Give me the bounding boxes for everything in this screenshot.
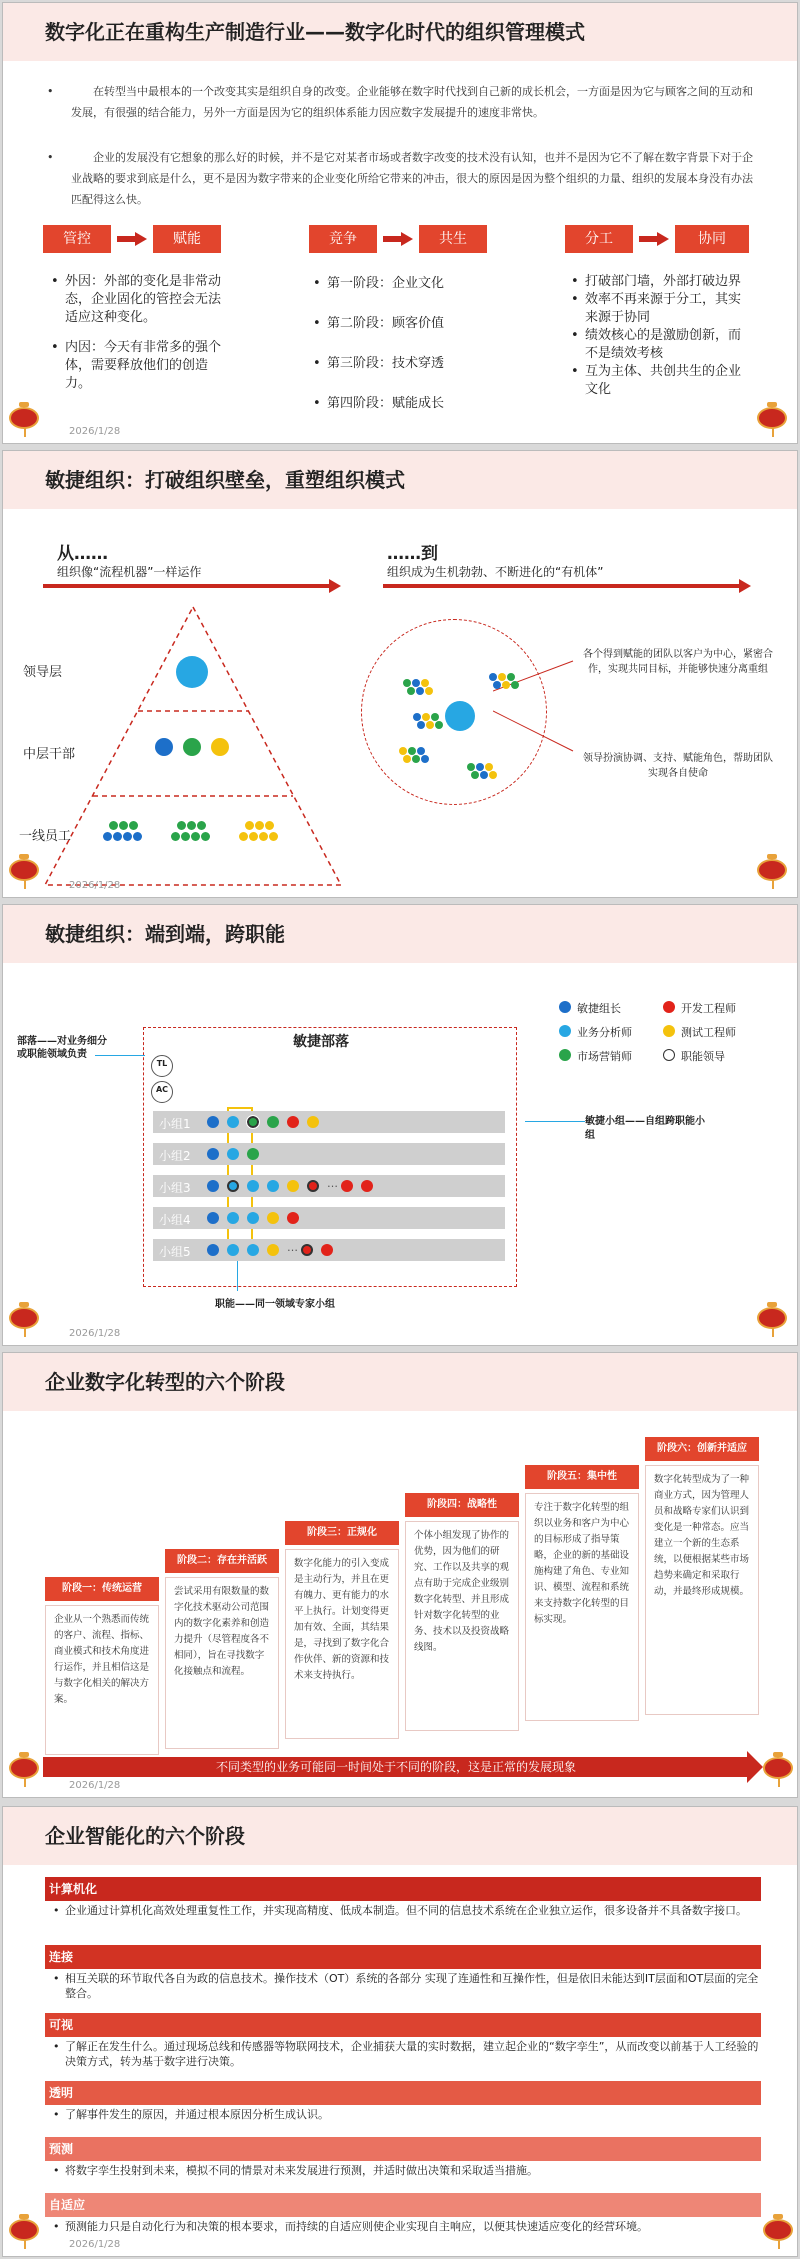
staff-dot: [239, 832, 248, 841]
stage-title: 阶段四：战略性: [405, 1493, 519, 1517]
list-item: • 绩效核心的是激励创新，而不是绩效考核: [571, 328, 742, 361]
lantern-icon: [763, 2219, 793, 2241]
slide-2: [2, 450, 798, 898]
lantern-icon: [9, 407, 39, 429]
ac-label: AC: [155, 1085, 169, 1094]
legend-label: 业务分析师: [577, 1026, 632, 1039]
slide-title: 敏捷组织：端到端，跨职能: [45, 922, 285, 946]
tribe-label: 敏捷部落: [293, 1034, 349, 1050]
arrow-head-icon: [329, 579, 341, 593]
member-dot: [247, 1148, 259, 1160]
team-dot: [485, 763, 493, 771]
right-note: 敏捷小组——自组跨职能小组: [585, 1116, 705, 1141]
group-row-bar: [153, 1111, 505, 1133]
section-body-text: 了解事件发生的原因，并通过根本原因分析生成认识。: [65, 2108, 329, 2121]
list-item-text: 绩效核心的是激励创新，而不是绩效考核: [585, 328, 742, 361]
member-dot: [207, 1212, 219, 1224]
ellipsis: …: [327, 1177, 338, 1190]
member-dot: [207, 1116, 219, 1128]
section-body: [45, 2039, 761, 2069]
lantern-icon: [9, 2219, 39, 2241]
paragraph-1-text: 在转型当中最根本的一个改变其实是组织自身的改变。企业能够在数字时代找到自己新的成长机会，一方面是因为它与顾客之间的互动和发展，有很强的结合能力，另外一方面是因为它的组织体系能力因应数字发展提升的速度非常快。: [71, 85, 753, 119]
stage-body: 专注于数字化转型的组织以业务和客户为中心的目标形成了指导策略，企业的新的基础设施构建了角色、专业知识、模型、流程和系统来支持数字化转型的目标实现。: [525, 1493, 639, 1721]
slide-3: [2, 904, 798, 1346]
staff-dot: [181, 832, 190, 841]
staff-dot: [201, 832, 210, 841]
level-label: 一线员工: [19, 829, 72, 844]
staff-dot: [187, 821, 196, 830]
lantern-icon: [757, 407, 787, 429]
team-dot: [412, 755, 420, 763]
left-note: 部落——对业务细分或职能领域负责: [17, 1036, 107, 1060]
bullet-dot: •: [47, 85, 54, 98]
team-dot: [498, 673, 506, 681]
slide-date: 2026/1/28: [69, 426, 121, 437]
slide-title: 敏捷组织：打破组织壁垒，重塑组织模式: [45, 468, 405, 492]
banner-arrow-head-icon: [747, 1751, 763, 1783]
team-dot: [435, 721, 443, 729]
pair-2-from: 竞争: [309, 225, 377, 253]
member-dot: [267, 1180, 279, 1192]
to-sub: 组织成为生机勃勃、不断进化的“有机体”: [387, 565, 604, 579]
bullet-dot: •: [53, 1972, 60, 1985]
member-dot: [287, 1180, 299, 1192]
paragraph-1: [47, 81, 757, 123]
member-dot: [227, 1116, 239, 1128]
list-item-text: 第三阶段：技术穿透: [327, 356, 445, 371]
list-item: • 第四阶段：赋能成长: [313, 396, 445, 411]
from-sub: 组织像“流程机器”一样运作: [57, 565, 202, 579]
section-head: 预测: [45, 2137, 761, 2161]
list-item-text: 互为主体、共创共生的企业文化: [585, 364, 742, 397]
right-note-line: [525, 1121, 585, 1122]
section-head: 可视: [45, 2013, 761, 2037]
tl-label: TL: [156, 1059, 168, 1068]
section-body-text: 将数字孪生投射到未来，模拟不同的情景对未来发展进行预测，并适时做出决策和采取适当措施。: [65, 2164, 538, 2177]
leader-dot: [176, 656, 208, 688]
to-label: ……到: [387, 544, 438, 564]
section-body: [45, 2219, 761, 2234]
member-dot: [227, 1212, 239, 1224]
slide-1: [2, 2, 798, 444]
section-head: 透明: [45, 2081, 761, 2105]
group-row-bar: [153, 1207, 505, 1229]
stage-body: 尝试采用有限数量的数字化技术驱动公司范围内的数字化素养和创造力提升（尽管程度各不相同），旨在寻找数字化接触点和流程。: [165, 1577, 279, 1749]
from-label: 从……: [57, 544, 108, 564]
team-dot: [407, 687, 415, 695]
list-item: • 效率不再来源于分工，其实来源于协同: [571, 292, 742, 325]
pair-1-to: 赋能: [153, 225, 221, 253]
section-body: [45, 2163, 761, 2178]
team-dot: [421, 679, 429, 687]
stage-title: 阶段六：创新并适应: [645, 1437, 759, 1461]
member-dot: [321, 1244, 333, 1256]
pair-3-from: 分工: [565, 225, 633, 253]
leader-dot: [445, 701, 475, 731]
member-dot: [267, 1244, 279, 1256]
slide-date: 2026/1/28: [69, 1780, 121, 1791]
slide-date: 2026/1/28: [69, 880, 121, 891]
member-dot: [287, 1116, 299, 1128]
staff-dot: [191, 832, 200, 841]
list-item: • 第二阶段：顾客价值: [313, 316, 445, 331]
slide-date: 2026/1/28: [69, 1328, 121, 1339]
list-item-text: 内因：今天有非常多的强个体，需要释放他们的创造力。: [65, 340, 222, 391]
slide-title: 企业智能化的六个阶段: [45, 1824, 245, 1848]
member-dot: [227, 1244, 239, 1256]
group-label: 小组4: [159, 1213, 191, 1227]
arrow-icon: [383, 232, 413, 246]
team-dot: [416, 687, 424, 695]
stage-title: 阶段三：正规化: [285, 1521, 399, 1545]
staff-dot: [255, 821, 264, 830]
paragraph-2: [47, 147, 757, 210]
list-item: • 外因：外部的变化是非常动态，企业固化的管控会无法适应这种变化。: [51, 274, 222, 325]
stage-body: 数字化能力的引入变成是主动行为，并且在更有魄力、更有能力的水平上执行。计划变得更加有效、全面，其结果是，寻找到了数字化合作伙伴、新的资源和技术来支持执行。: [285, 1549, 399, 1739]
legend-label: 敏捷组长: [577, 1002, 621, 1015]
pair-3-to: 协同: [675, 225, 749, 253]
staff-dot: [123, 832, 132, 841]
section-body: [45, 2107, 761, 2122]
list-item-text: 第二阶段：顾客价值: [327, 316, 445, 331]
arrow-icon: [639, 232, 669, 246]
list-item: • 互为主体、共创共生的企业文化: [571, 364, 742, 397]
group-row-bar: [153, 1143, 505, 1165]
list-item: • 打破部门墙，外部打破边界: [571, 274, 742, 289]
list-item: • 第一阶段：企业文化: [313, 276, 445, 291]
team-dot: [493, 681, 501, 689]
team-dot: [507, 673, 515, 681]
member-dot: [227, 1180, 239, 1192]
legend-swatch: [559, 1049, 571, 1061]
stage-title: 阶段一：传统运营: [45, 1577, 159, 1601]
team-dot: [489, 771, 497, 779]
team-dot: [431, 713, 439, 721]
list-item-text: 打破部门墙，外部打破边界: [585, 274, 742, 289]
legend-label: 开发工程师: [681, 1002, 736, 1015]
lantern-icon: [9, 1307, 39, 1329]
lantern-icon: [763, 1757, 793, 1779]
team-dot: [511, 681, 519, 689]
team-dot: [403, 755, 411, 763]
list-item-text: 效率不再来源于分工，其实来源于协同: [585, 292, 742, 325]
section-body-text: 企业通过计算机化高效处理重复性工作，并实现高精度、低成本制造。但不同的信息技术系统在企业独立运作，很多设备并不具备数字接口。: [65, 1904, 747, 1917]
bullet-dot: •: [53, 2040, 60, 2053]
pair-1-from: 管控: [43, 225, 111, 253]
section-body-text: 相互关联的环节取代各自为政的信息技术。操作技术（OT）系统的各部分 实现了连通性和互操作性，但是依旧未能达到IT层面和OT层面的完全整合。: [65, 1972, 759, 2000]
member-dot: [247, 1244, 259, 1256]
team-dot: [403, 679, 411, 687]
level-label: 中层干部: [23, 747, 76, 762]
manager-dot: [211, 738, 229, 756]
section-body: [45, 1971, 761, 2001]
team-dot: [425, 687, 433, 695]
slide-5: [2, 1806, 798, 2257]
lantern-icon: [9, 859, 39, 881]
member-dot: [247, 1180, 259, 1192]
group-label: 小组3: [159, 1181, 191, 1195]
group-label: 小组1: [159, 1117, 191, 1131]
stage-body: 数字化转型成为了一种商业方式，因为管理人员和战略专家们认识到变化是一种常态。应当建立一个新的生态系统，以便根据某些市场趋势来确定和采取行动，并最终形成规模。: [645, 1465, 759, 1715]
col-2: [313, 275, 513, 413]
member-dot: [207, 1148, 219, 1160]
section-head: 连接: [45, 1945, 761, 1969]
staff-dot: [245, 821, 254, 830]
team-dot: [413, 713, 421, 721]
legend-swatch: [663, 1049, 675, 1061]
section-head: 自适应: [45, 2193, 761, 2217]
member-dot: [361, 1180, 373, 1192]
member-dot: [207, 1244, 219, 1256]
section-body-text: 预测能力只是自动化行为和决策的根本要求，而持续的自适应则使企业实现自主响应，以便其快速适应变化的经营环境。: [65, 2220, 648, 2233]
team-dot: [467, 763, 475, 771]
stage-title: 阶段五：集中性: [525, 1465, 639, 1489]
team-dot: [480, 771, 488, 779]
left-note-line: [95, 1055, 145, 1056]
staff-dot: [129, 821, 138, 830]
stage-title: 阶段二：存在并活跃: [165, 1549, 279, 1573]
arrow-icon: [117, 232, 147, 246]
bullet-dot: •: [47, 151, 54, 164]
member-dot: [227, 1148, 239, 1160]
note-lines: [493, 651, 583, 761]
member-dot: [207, 1180, 219, 1192]
legend-swatch: [663, 1025, 675, 1037]
team-dot: [422, 713, 430, 721]
team-dot: [502, 681, 510, 689]
member-dot: [247, 1116, 259, 1128]
section-body: [45, 1903, 761, 1918]
bottom-note: 职能——同一领域专家小组: [215, 1299, 335, 1310]
list-item-text: 外因：外部的变化是非常动态，企业固化的管控会无法适应这种变化。: [65, 274, 222, 325]
level-label: 领导层: [23, 665, 63, 680]
team-dot: [417, 747, 425, 755]
member-dot: [307, 1116, 319, 1128]
slide-4: [2, 1352, 798, 1798]
legend-swatch: [663, 1001, 675, 1013]
member-dot: [267, 1116, 279, 1128]
staff-dot: [119, 821, 128, 830]
lantern-icon: [9, 1757, 39, 1779]
team-dot: [399, 747, 407, 755]
member-dot: [307, 1180, 319, 1192]
staff-dot: [133, 832, 142, 841]
staff-dot: [171, 832, 180, 841]
staff-dot: [265, 821, 274, 830]
note-2: 领导扮演协调、支持、赋能角色，帮助团队实现各自使命: [583, 753, 773, 779]
pair-2-to: 共生: [419, 225, 487, 253]
team-dot: [476, 763, 484, 771]
member-dot: [247, 1212, 259, 1224]
bullet-dot: •: [53, 2164, 60, 2177]
staff-dot: [103, 832, 112, 841]
section-body-text: 了解正在发生什么。通过现场总线和传感器等物联网技术，企业捕获大量的实时数据，建立起企业的“数字孪生”，从而改变以前基于人工经验的决策方式，转为基于数字进行决策。: [65, 2040, 759, 2068]
note-1: 各个得到赋能的团队以客户为中心，紧密合作，实现共同目标，并能够快速分离重组: [583, 649, 773, 675]
staff-dot: [197, 821, 206, 830]
member-dot: [301, 1244, 313, 1256]
legend-label: 测试工程师: [681, 1026, 736, 1039]
lantern-icon: [757, 859, 787, 881]
list-item-text: 第四阶段：赋能成长: [327, 396, 445, 411]
staff-dot: [177, 821, 186, 830]
arrow-head-icon: [739, 579, 751, 593]
staff-dot: [269, 832, 278, 841]
group-label: 小组5: [159, 1245, 191, 1259]
legend-swatch: [559, 1001, 571, 1013]
member-dot: [287, 1212, 299, 1224]
paragraph-2-text: 企业的发展没有它想象的那么好的时候，并不是它对某者市场或者数字改变的技术没有认知，也并不是因为它不了解在数字背景下对于企业战略的要求到底是什么，更不是因为数字带来的企业变化所给它带来的冲击，很大的原因是因为整个组织的力量、组织的发展本身没有办法匹配得这么快。: [71, 151, 753, 206]
staff-dot: [113, 832, 122, 841]
staff-dot: [109, 821, 118, 830]
banner-text: 不同类型的业务可能同一时间处于不同的阶段，这是正常的发展现象: [215, 1760, 576, 1774]
legend-swatch: [559, 1025, 571, 1037]
from-arrow: [43, 584, 333, 588]
staff-dot: [259, 832, 268, 841]
lantern-icon: [757, 1307, 787, 1329]
team-dot: [426, 721, 434, 729]
list-item: • 内因：今天有非常多的强个体，需要释放他们的创造力。: [51, 340, 222, 391]
stage-body: 个体小组发现了协作的优势，因为他们的研究、工作以及共享的观点有助于完成企业级别数字化转型、并且形成针对数字化转型的业务、技术以及投资战略线图。: [405, 1521, 519, 1731]
to-arrow: [383, 584, 743, 588]
ellipsis: …: [287, 1241, 298, 1254]
stage-body: 企业从一个熟悉而传统的客户、流程、指标、商业模式和技术角度进行运作，并且相信这是与数字化相关的解决方案。: [45, 1605, 159, 1755]
slide-date: 2026/1/28: [69, 2239, 121, 2250]
list-item: • 第三阶段：技术穿透: [313, 356, 445, 371]
slide-title: 企业数字化转型的六个阶段: [45, 1370, 285, 1394]
bullet-dot: •: [53, 2220, 60, 2233]
team-dot: [489, 673, 497, 681]
col-3: [571, 273, 751, 399]
member-dot: [267, 1212, 279, 1224]
team-dot: [412, 679, 420, 687]
group-label: 小组2: [159, 1149, 191, 1163]
list-item-text: 第一阶段：企业文化: [327, 276, 445, 291]
bullet-dot: •: [53, 1904, 60, 1917]
col-1: [51, 273, 231, 393]
legend-label: 职能领导: [681, 1050, 725, 1063]
member-dot: [341, 1180, 353, 1192]
slide-title: 数字化正在重构生产制造行业——数字化时代的组织管理模式: [45, 20, 585, 44]
team-dot: [471, 771, 479, 779]
section-head: 计算机化: [45, 1877, 761, 1901]
legend-label: 市场营销师: [577, 1050, 632, 1063]
team-dot: [421, 755, 429, 763]
team-dot: [417, 721, 425, 729]
team-dot: [408, 747, 416, 755]
manager-dot: [155, 738, 173, 756]
staff-dot: [249, 832, 258, 841]
manager-dot: [183, 738, 201, 756]
bullet-dot: •: [53, 2108, 60, 2121]
